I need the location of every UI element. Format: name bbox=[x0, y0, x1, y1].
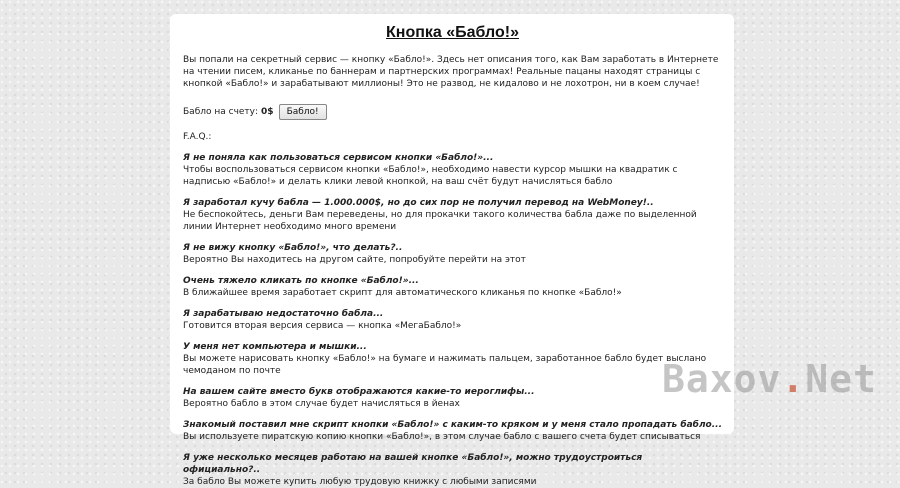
faq-item bbox=[183, 419, 722, 443]
faq-answer: Готовится вторая версия сервиса — кнопка «МегаБабло!» bbox=[183, 321, 462, 331]
faq-answer: В ближайшее время заработает скрипт для автоматического кликанья по кнопке «Бабло!» bbox=[183, 288, 622, 298]
faq-answer: Вы можете нарисовать кнопку «Бабло!» на бумаге и нажимать пальцем, заработанное бабло будет выслано чемоданом по почте bbox=[183, 354, 707, 376]
faq-question: Я уже несколько месяцев работаю на вашей кнопке «Бабло!», можно трудоустроиться официально?.. bbox=[183, 453, 643, 475]
faq-label: F.A.Q.: bbox=[183, 132, 212, 142]
faq-answer: За бабло Вы можете купить любую трудовую книжку с любыми записями bbox=[183, 477, 537, 487]
balance-row bbox=[183, 104, 722, 120]
site-watermark bbox=[662, 352, 882, 406]
faq-item bbox=[183, 242, 722, 266]
watermark-main: Baxov bbox=[662, 357, 782, 401]
faq-question: Я не поняла как пользоваться сервисом кнопки «Бабло!»... bbox=[183, 153, 494, 163]
page-title: Кнопка «Бабло!» bbox=[386, 24, 519, 41]
faq-question: Я зарабатываю недостаточно бабла... bbox=[183, 309, 384, 319]
faq-item bbox=[183, 197, 722, 233]
balance-value: 0$ bbox=[261, 107, 274, 117]
faq-answer: Чтобы воспользоваться сервисом кнопки «Бабло!», необходимо навести курсор мышки на квадратик с надписью «Бабло!» и делать клики левой кнопкой, на ваш счёт будут начисляться бабло bbox=[183, 165, 678, 187]
watermark-tld: Net bbox=[805, 357, 877, 401]
faq-question: Очень тяжело кликать по кнопке «Бабло!»... bbox=[183, 276, 419, 286]
faq-item bbox=[183, 386, 722, 410]
faq-answer: Вероятно Вы находитесь на другом сайте, попробуйте перейти на этот bbox=[183, 255, 526, 265]
faq-answer: Не беспокойтесь, деньги Вам переведены, но для прокачки такого количества бабла даже по выделенной линии Интернет необходимо много времени bbox=[183, 210, 697, 232]
faq-answer: Вы используете пиратскую копию кнопки «Бабло!», в этом случае бабло с вашего счета будет списываться bbox=[183, 432, 701, 442]
faq-item bbox=[183, 452, 722, 488]
faq-question: Я не вижу кнопку «Бабло!», что делать?.. bbox=[183, 243, 403, 253]
watermark-text bbox=[662, 357, 877, 401]
watermark-dot: . bbox=[781, 357, 806, 401]
bablo-button[interactable]: Бабло! bbox=[279, 104, 327, 120]
faq-question: У меня нет компьютера и мышки... bbox=[183, 342, 367, 352]
faq-question: Знакомый поставил мне скрипт кнопки «Бабло!» с каким-то кряком и у меня стало пропадать бабло... bbox=[183, 420, 722, 430]
faq-question: Я заработал кучу бабла — 1.000.000$, но до сих пор не получил перевод на WebMoney!.. bbox=[183, 198, 654, 208]
intro-text: Вы попали на секретный сервис — кнопку «Бабло!». Здесь нет описания того, как Вам заработать в Интернете на чтении писем, кликанье по баннерам и партнерских программах! Реальные пацаны находят страницы с кнопкой «Бабло!» и зарабатывают миллионы! Это не развод, не кидалово и не лохотрон, ни в коем случае! bbox=[183, 55, 719, 89]
balance-label: Бабло на счету: bbox=[183, 107, 259, 117]
content-card bbox=[170, 14, 734, 487]
faq-item bbox=[183, 341, 722, 377]
faq-question: На вашем сайте вместо букв отображаются какие-то иероглифы... bbox=[183, 387, 535, 397]
faq-item bbox=[183, 152, 722, 188]
faq-item bbox=[183, 308, 722, 332]
faq-item bbox=[183, 275, 722, 299]
faq-answer: Вероятно бабло в этом случае будет начисляться в йенах bbox=[183, 399, 460, 409]
